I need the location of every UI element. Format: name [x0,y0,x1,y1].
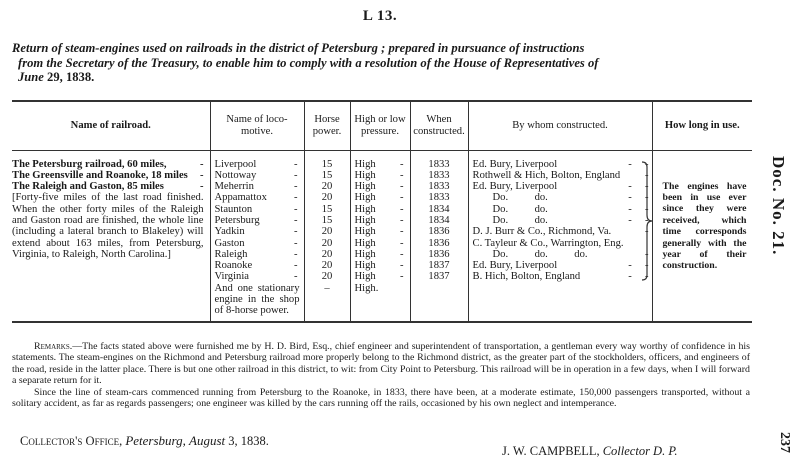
signer-name: J. W. CAMPBELL, [502,444,600,458]
builder-name: C. Tayleur & Co., Warrington, Eng. [472,237,624,249]
year-value: 1837 [428,271,450,283]
builder-dashes: - [644,248,649,260]
date-month: August [189,433,226,448]
remarks-text-1: —The facts stated above were furnished me by H. D. Bird, Esq., chief engineer and superintendent of transportation, a gentleman every way worthy of confidence in his statements. The steam-engines on the Richmond and Petersburg railroad more properly belong to the Richmond district, as the greater part of the stockholders, officers, and engineers of the road, reside in the latter place. There is but one other railroad in this district, to wit: from City Point to Petersburg. This railroad will be in operation in a few days, when I will forward a separate return for it. [12,341,750,387]
how-long-cell [652,150,752,321]
pressure-value: High [354,226,376,238]
header-railroad: Name of railroad. [12,102,210,150]
document-number-label: Doc. No. 21. [769,156,788,256]
year-value: 1834 [428,203,450,215]
railroad-item [12,159,210,170]
horse-power-value: 15 [321,158,333,170]
pressure-entry [351,260,410,271]
builder-entry [469,249,652,260]
builder-cell [468,150,652,321]
pressure-entry [351,238,410,249]
locomotive-name: Roanoke [214,260,253,272]
builder-entry [469,181,652,192]
year-value: 1833 [428,192,450,204]
pressure-value: High [354,181,376,193]
builder-entry [469,192,652,203]
dash: - [399,158,404,170]
collector-office-line [20,433,269,449]
remarks-section [12,341,750,409]
railroad-note: [Forty-five miles of the last road finished. When the other forty miles of the Raleigh and Gaston road are finished, the whole line (including a lateral branch to Blakeley) will extend about 163 miles, from Petersburg, Virginia, to Raleigh, North Carolina.] [12,192,204,260]
year-value: 1834 [428,214,450,226]
locomotive-entry [211,226,304,237]
locomotive-name: Yadkin [214,226,245,238]
dash: - [293,169,298,181]
dash: - [293,192,298,204]
date-rest: 3, 1838. [225,434,269,448]
locomotive-entry [211,249,304,260]
remarks-paragraph-2: Since the line of steam-cars commenced running from Petersburg to the Roanoke, in 1833, there have been, at a moderate estimate, 150,000 passengers transported, without a solitary accident, as far as regards passengers; one engineer was killed by the cars running off the rails, occasioned by his own neglect and intemperance. [12,386,750,410]
builder-name: Ed. Bury, Liverpool [472,260,558,272]
builder-dashes: - [644,169,649,181]
year-cell [410,150,468,321]
locomotive-entry [211,192,304,203]
engines-table-container [12,100,752,323]
horse-power-value: 20 [321,260,333,272]
pressure-entry [351,181,410,192]
locomotive-entry [211,204,304,215]
locomotive-name: Gaston [214,237,245,249]
dash: - [293,248,298,260]
dash: - [399,248,404,260]
locomotive-entry [211,215,304,226]
pressure-value: High [354,158,376,170]
pressure-value: High [354,203,376,215]
builder-name: Ed. Bury, Liverpool [472,158,558,170]
pressure-value: High [354,214,376,226]
header-locomotive: Name of loco-motive. [210,102,304,150]
locomotive-name: Staunton [214,203,253,215]
builder-dashes: - - [628,214,649,226]
dash: - [293,181,298,193]
brace-icon [641,161,653,281]
dash: - [399,271,404,283]
horse-power-value: 20 [321,271,333,283]
dash: - [293,203,298,215]
dash: - [399,237,404,249]
builder-name: Do. do. do. [492,248,588,260]
builder-name: D. J. Burr & Co., Richmond, Va. [472,226,612,238]
locomotive-entry [211,271,304,282]
builder-entry [469,271,652,282]
header-how-long: How long in use. [652,102,752,150]
locomotive-name: Nottoway [214,169,257,181]
dash: - [293,226,298,238]
pressure-value: High [354,192,376,204]
dash: - [293,214,298,226]
builder-dashes: - - [628,181,649,193]
dash: - [293,158,298,170]
builder-entry [469,226,652,237]
dash: - [293,260,298,272]
header-horse-power: Horse power. [304,102,350,150]
builder-name: B. Hich, Bolton, England [472,271,581,283]
builder-entry [469,215,652,226]
year-value: 1833 [428,169,450,181]
stationary-horse-power: – [324,282,330,294]
locomotive-entry [211,170,304,181]
year-value: 1836 [428,248,450,260]
header-when-constructed: When constructed. [410,102,468,150]
year-value: 1833 [428,181,450,193]
locomotive-name: Virginia [214,271,249,283]
horse-power-cell [304,150,350,321]
railroad-name: The Raleigh and Gaston, 85 miles [12,181,164,193]
railroad-name: The Greensville and Roanoke, 18 miles [12,169,188,181]
signer-title: Collector D. P. [602,444,678,458]
railroad-name: The Petersburg railroad, 60 miles, [12,158,167,170]
year-value: 1836 [428,226,450,238]
document-title [12,41,754,85]
locomotive-entry [211,181,304,192]
builder-dashes: - - [628,203,649,215]
builder-name: Do. do. [492,203,548,215]
pressure-cell [350,150,410,321]
horse-power-value: 15 [321,203,333,215]
dash: - [399,214,404,226]
dash: - [399,192,404,204]
locomotive-entry [211,238,304,249]
locomotive-entry [211,159,304,170]
builder-entry [469,170,652,181]
builder-dashes: - - [628,192,649,204]
page-number: 237 [777,432,792,453]
year-value: 1837 [428,260,450,272]
title-date-rest: 29, 1838. [43,70,95,84]
how-long-text: The engines have been in use ever since they were received, which time corresponds generally with the year of their construction. [662,180,747,272]
railroad-item [12,181,210,192]
title-line-1: Return of steam-engines used on railroads in the district of Petersburg ; prepared in pursuance of instructions [12,41,585,55]
dash: - [293,237,298,249]
pressure-entry [351,204,410,215]
railroad-cell [12,150,210,321]
dash: - [199,158,204,170]
stationary-pressure: High. [354,282,379,294]
dash: - [399,181,404,193]
horse-power-value: 20 [321,181,333,193]
office-label: Collector's Office, [20,434,123,448]
locomotive-name: Liverpool [214,158,257,170]
pressure-entry [351,170,410,181]
locomotive-cell [210,150,304,321]
engines-table [12,102,752,321]
header-by-whom: By whom constructed. [468,102,652,150]
builder-entry [469,204,652,215]
remarks-label: Remarks. [34,341,73,352]
locomotive-name: Meherrin [214,181,254,193]
pressure-entry [351,249,410,260]
title-date-month: June [18,70,44,84]
builder-name: Do. do. [492,192,548,204]
horse-power-value: 20 [321,226,333,238]
signature-line [502,444,678,459]
year-value: 1833 [428,158,450,170]
builder-entry [469,159,652,170]
locomotive-name: Raleigh [214,248,248,260]
remarks-paragraph-1 [12,341,750,387]
horse-power-value: 20 [321,248,333,260]
pressure-value: High [354,271,376,283]
railroad-item [12,170,210,181]
stationary-engine-text: And one stationary engine in the shop of 8-horse power. [214,282,300,317]
dash: - [399,203,404,215]
title-line-2: from the Secretary of the Treasury, to enable him to comply with a resolution of the House of Representatives of [18,55,599,70]
pressure-value: High [354,169,376,181]
builder-dashes: - - [628,271,649,283]
builder-dashes: - - [628,158,649,170]
pressure-entry [351,215,410,226]
pressure-entry [351,271,410,282]
page-identifier: L 13. [362,8,398,24]
locomotive-name: Appamattox [214,192,267,204]
builder-dashes: - [644,226,649,238]
locomotive-entry [211,260,304,271]
horse-power-value: 20 [321,237,333,249]
dash: - [199,169,204,181]
pressure-entry [351,192,410,203]
dash: - [399,226,404,238]
place-name: Petersburg, [125,433,186,448]
year-value: 1836 [428,237,450,249]
pressure-entry [351,159,410,170]
pressure-value: High [354,237,376,249]
builder-dashes: - - [628,260,649,272]
locomotive-name: Petersburg [214,214,260,226]
dash: - [399,169,404,181]
builder-entry [469,238,652,249]
horse-power-value: 15 [321,169,333,181]
pressure-value: High [354,260,376,272]
horse-power-value: 20 [321,192,333,204]
pressure-value: High [354,248,376,260]
table-header-row [12,102,752,150]
builder-entry [469,260,652,271]
title-line-3 [12,70,754,85]
builder-name: Rothwell & Hich, Bolton, England [472,169,621,181]
dash: - [199,181,204,193]
dash: - [399,260,404,272]
header-pressure: High or low pressure. [350,102,410,150]
builder-name: Ed. Bury, Liverpool [472,181,558,193]
horse-power-value: 15 [321,214,333,226]
builder-name: Do. do. [492,214,548,226]
table-body-row [12,150,752,321]
dash: - [293,271,298,283]
pressure-entry [351,226,410,237]
